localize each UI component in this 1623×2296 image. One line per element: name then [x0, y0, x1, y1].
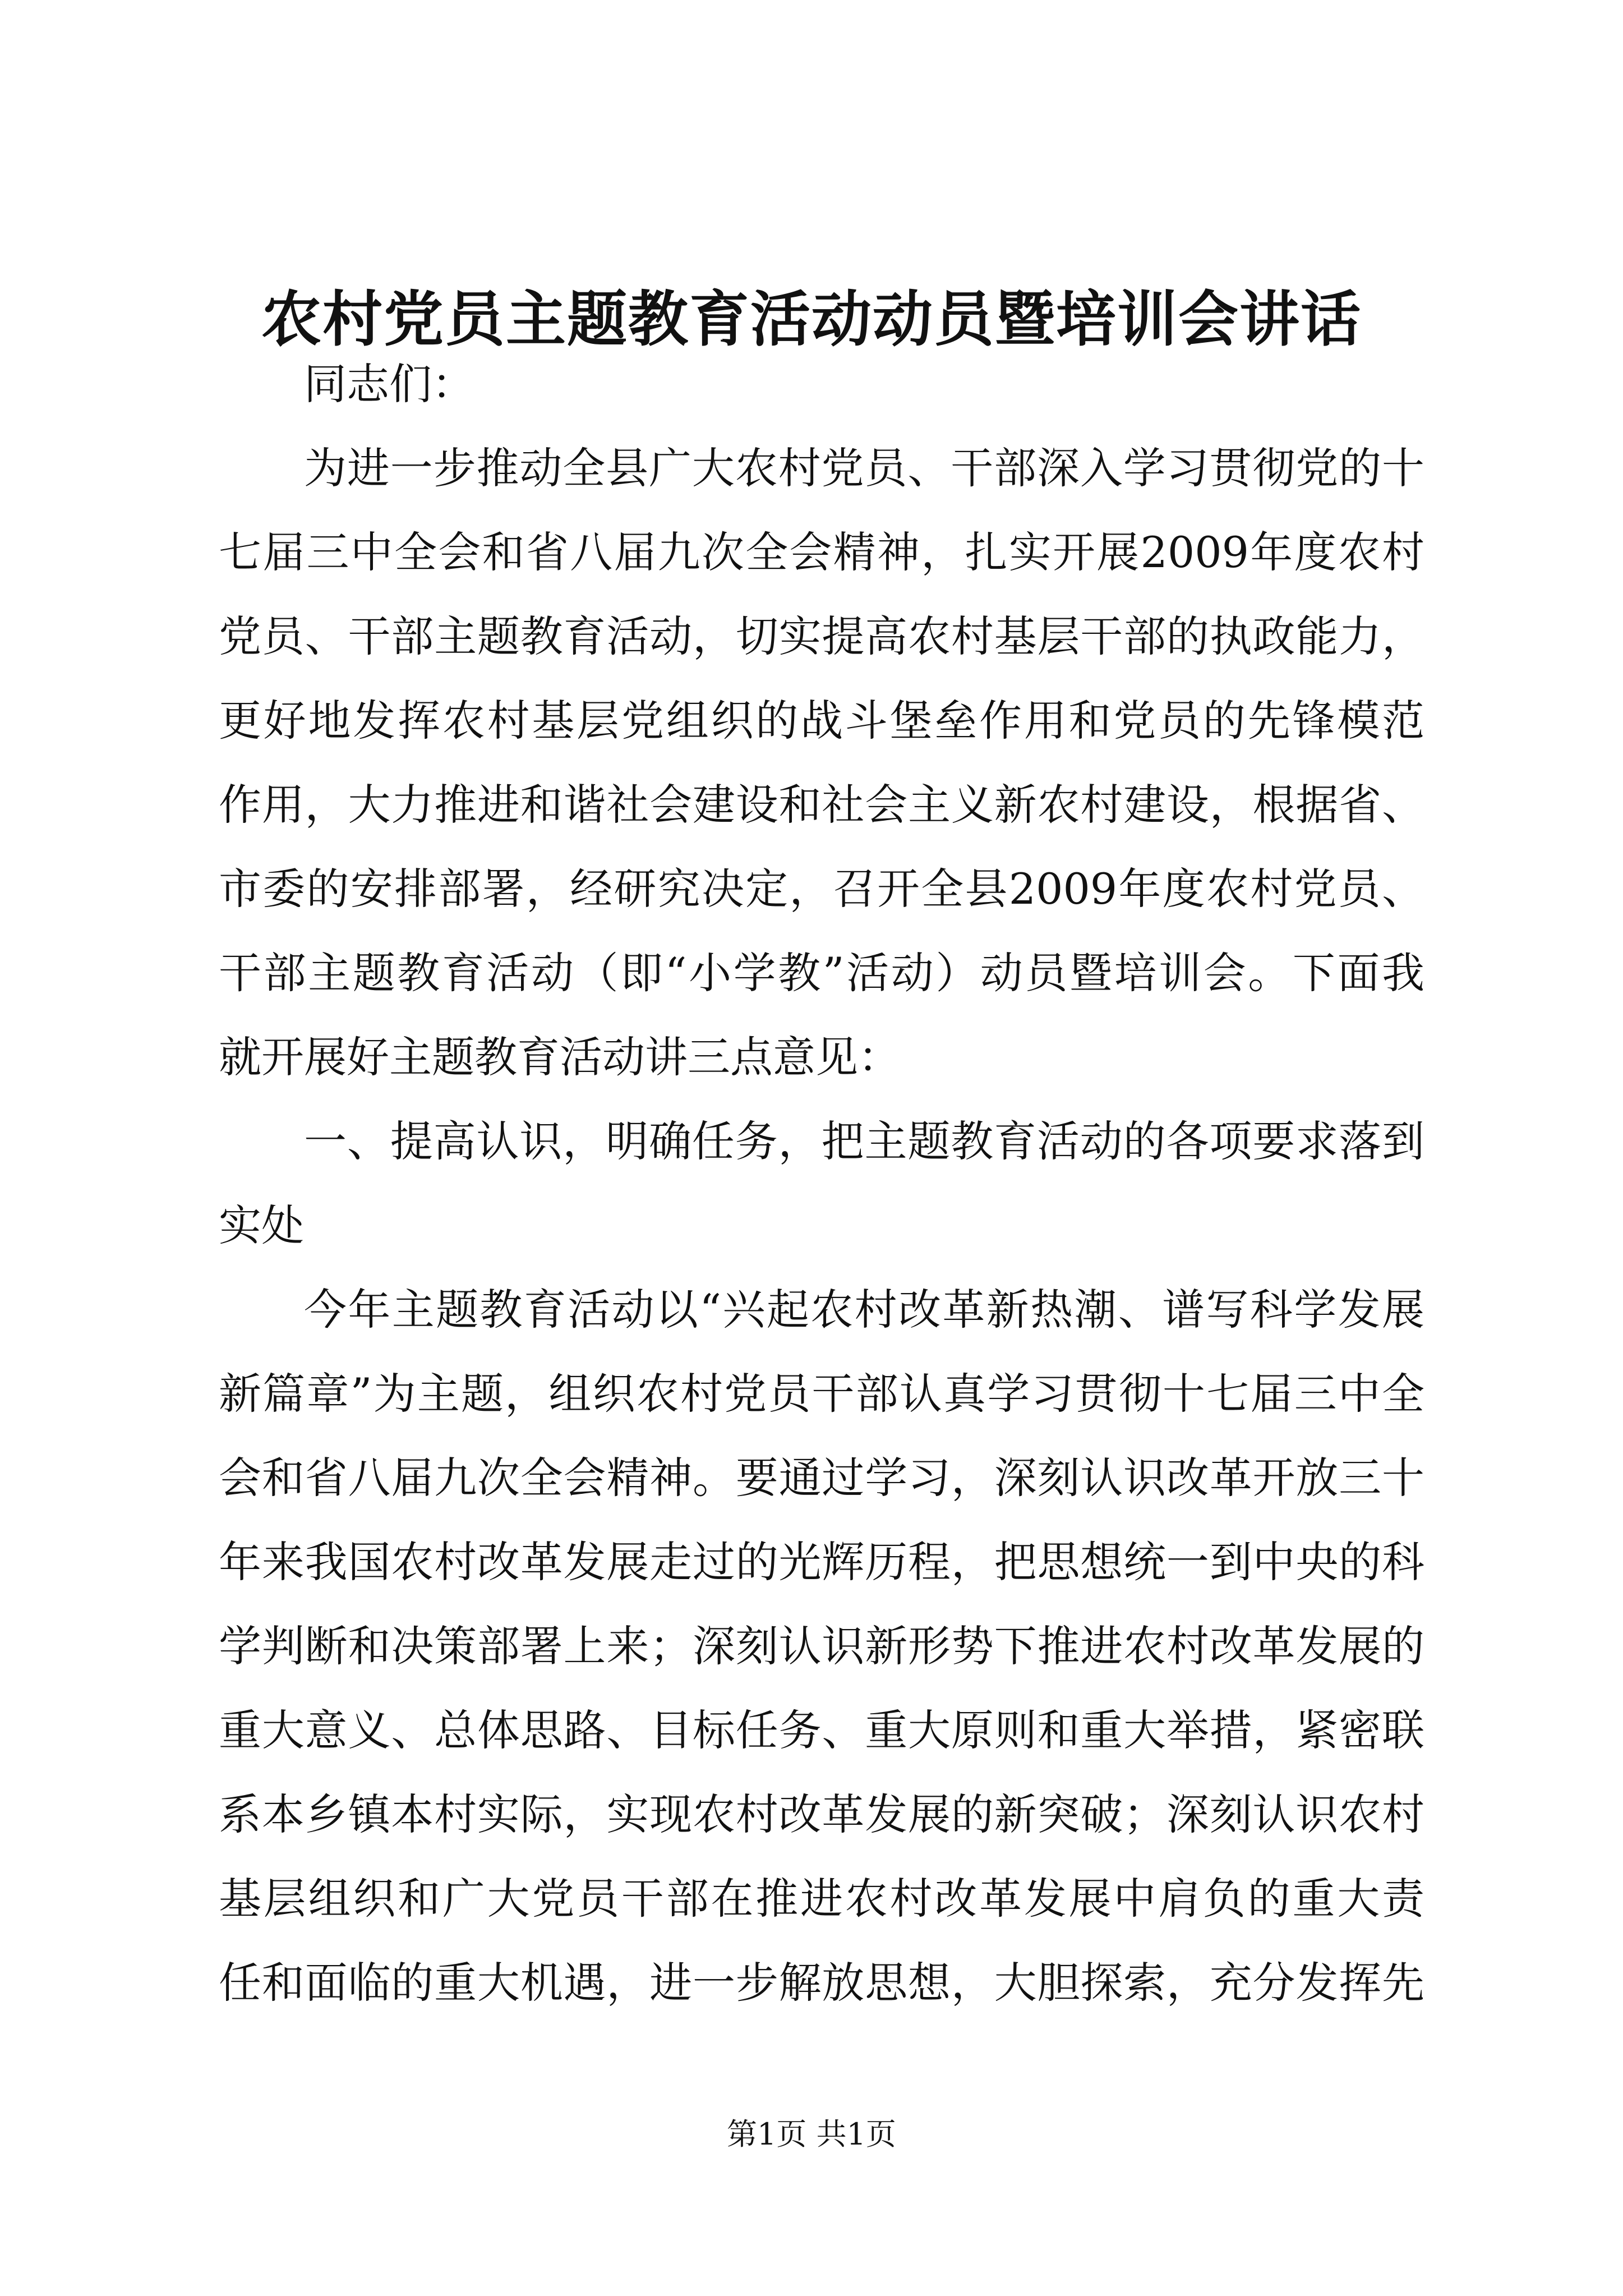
body-line: 更好地发挥农村基层党组织的战斗堡垒作用和党员的先锋模范 — [219, 696, 1424, 746]
body-line: 学判断和决策部署上来；深刻认识新形势下推进农村改革发展的 — [219, 1621, 1424, 1671]
page-footer: 第1页 共1页 — [727, 2116, 896, 2152]
body-line: 作用，大力推进和谐社会建设和社会主义新农村建设，根据省、 — [219, 780, 1424, 830]
body-line: 七届三中全会和省八届九次全会精神，扎实开展2009年度农村 — [219, 527, 1424, 577]
body-line: 系本乡镇本村实际，实现农村改革发展的新突破；深刻认识农村 — [219, 1789, 1424, 1839]
body-line: 市委的安排部署，经研究决定，召开全县2009年度农村党员、 — [219, 864, 1424, 914]
body-line: 同志们： — [304, 359, 474, 409]
body-line: 干部主题教育活动（即“小学教”活动）动员暨培训会。下面我 — [219, 948, 1424, 998]
body-line: 今年主题教育活动以“兴起农村改革新热潮、谱写科学发展 — [304, 1285, 1424, 1335]
body-line: 基层组织和广大党员干部在推进农村改革发展中肩负的重大责 — [219, 1874, 1424, 1924]
body-line: 一、提高认识，明确任务，把主题教育活动的各项要求落到 — [304, 1116, 1424, 1166]
body-line: 就开展好主题教育活动讲三点意见： — [219, 1032, 901, 1082]
body-line: 党员、干部主题教育活动，切实提高农村基层干部的执政能力， — [219, 611, 1424, 661]
body-line: 重大意义、总体思路、目标任务、重大原则和重大举措，紧密联 — [219, 1705, 1424, 1755]
body-line: 实处 — [219, 1200, 304, 1250]
body-line: 任和面临的重大机遇，进一步解放思想，大胆探索，充分发挥先 — [219, 1958, 1424, 2008]
body-line: 为进一步推动全县广大农村党员、干部深入学习贯彻党的十 — [304, 443, 1424, 493]
document-title: 农村党员主题教育活动动员暨培训会讲话 — [261, 284, 1362, 355]
body-line: 年来我国农村改革发展走过的光辉历程，把思想统一到中央的科 — [219, 1537, 1424, 1587]
document-body — [219, 342, 1424, 2025]
body-line: 新篇章”为主题，组织农村党员干部认真学习贯彻十七届三中全 — [219, 1369, 1424, 1419]
body-line: 会和省八届九次全会精神。要通过学习，深刻认识改革开放三十 — [219, 1453, 1424, 1503]
